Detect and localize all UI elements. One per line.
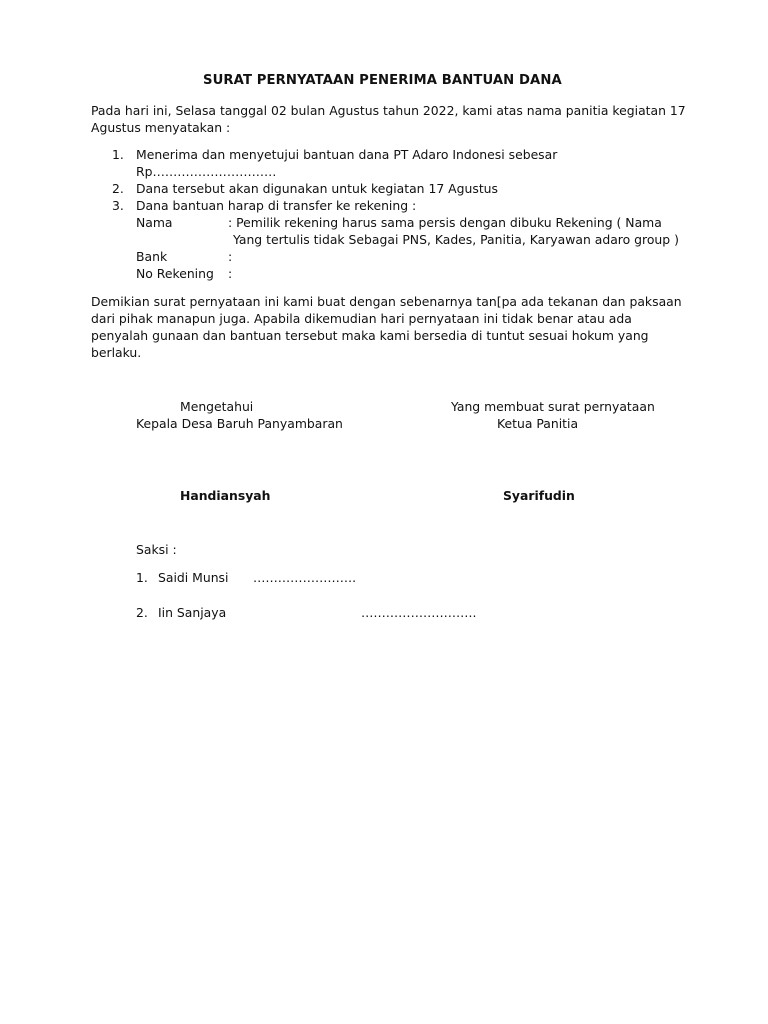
witness-label: Saksi : (136, 542, 177, 557)
account-bank-colon: : (228, 249, 233, 264)
intro-line-2: Agustus menyatakan : (91, 120, 231, 135)
account-name-label: Nama (136, 215, 173, 230)
signature-right-heading: Yang membuat surat pernyataan (451, 399, 655, 414)
account-number-colon: : (228, 266, 233, 281)
signature-right-role: Ketua Panitia (497, 416, 579, 431)
witness-2-name: Iin Sanjaya (158, 605, 227, 620)
signature-left-heading: Mengetahui (180, 399, 254, 414)
account-name-value-line-1: : Pemilik rekening harus sama persis dengan dibuku Rekening ( Nama (228, 215, 662, 230)
account-number-label: No Rekening (136, 266, 214, 281)
list-item-1-line-1: Menerima dan menyetujui bantuan dana PT Adaro Indonesi sebesar (136, 147, 558, 162)
witness-2-number: 2. (136, 605, 148, 620)
witness-1-name: Saidi Munsi (158, 570, 229, 585)
witness-1-signature-line: ……………………. (253, 570, 357, 585)
list-item-number-2: 2. (112, 181, 124, 196)
list-item-2-line-1: Dana tersebut akan digunakan untuk kegiatan 17 Agustus (136, 181, 498, 196)
closing-line-3: penyalah gunaan dan bantuan tersebut maka kami bersedia di tuntut sesuai hokum yang (91, 328, 649, 343)
closing-line-2: dari pihak manapun juga. Apabila dikemudian hari pernyataan ini tidak benar atau ada (91, 311, 632, 326)
witness-2-signature-line: ………………………. (361, 605, 477, 620)
closing-line-1: Demikian surat pernyataan ini kami buat dengan sebenarnya tan[pa ada tekanan dan paksaan (91, 294, 682, 309)
list-item-3-line-1: Dana bantuan harap di transfer ke rekening : (136, 198, 417, 213)
list-item-1-line-2: Rp………………………… (136, 164, 277, 179)
account-bank-label: Bank (136, 249, 168, 264)
signature-right-name: Syarifudin (503, 488, 575, 503)
signature-left-role: Kepala Desa Baruh Panyambaran (136, 416, 343, 431)
witness-1-number: 1. (136, 570, 148, 585)
signature-left-name: Handiansyah (180, 488, 271, 503)
intro-line-1: Pada hari ini, Selasa tanggal 02 bulan Agustus tahun 2022, kami atas nama panitia kegiatan 17 (91, 103, 686, 118)
account-name-value-line-2: Yang tertulis tidak Sebagai PNS, Kades, Panitia, Karyawan adaro group ) (233, 232, 679, 247)
closing-line-4: berlaku. (91, 345, 142, 360)
list-item-number-3: 3. (112, 198, 124, 213)
list-item-number-1: 1. (112, 147, 124, 162)
document-title: SURAT PERNYATAAN PENERIMA BANTUAN DANA (203, 73, 562, 88)
